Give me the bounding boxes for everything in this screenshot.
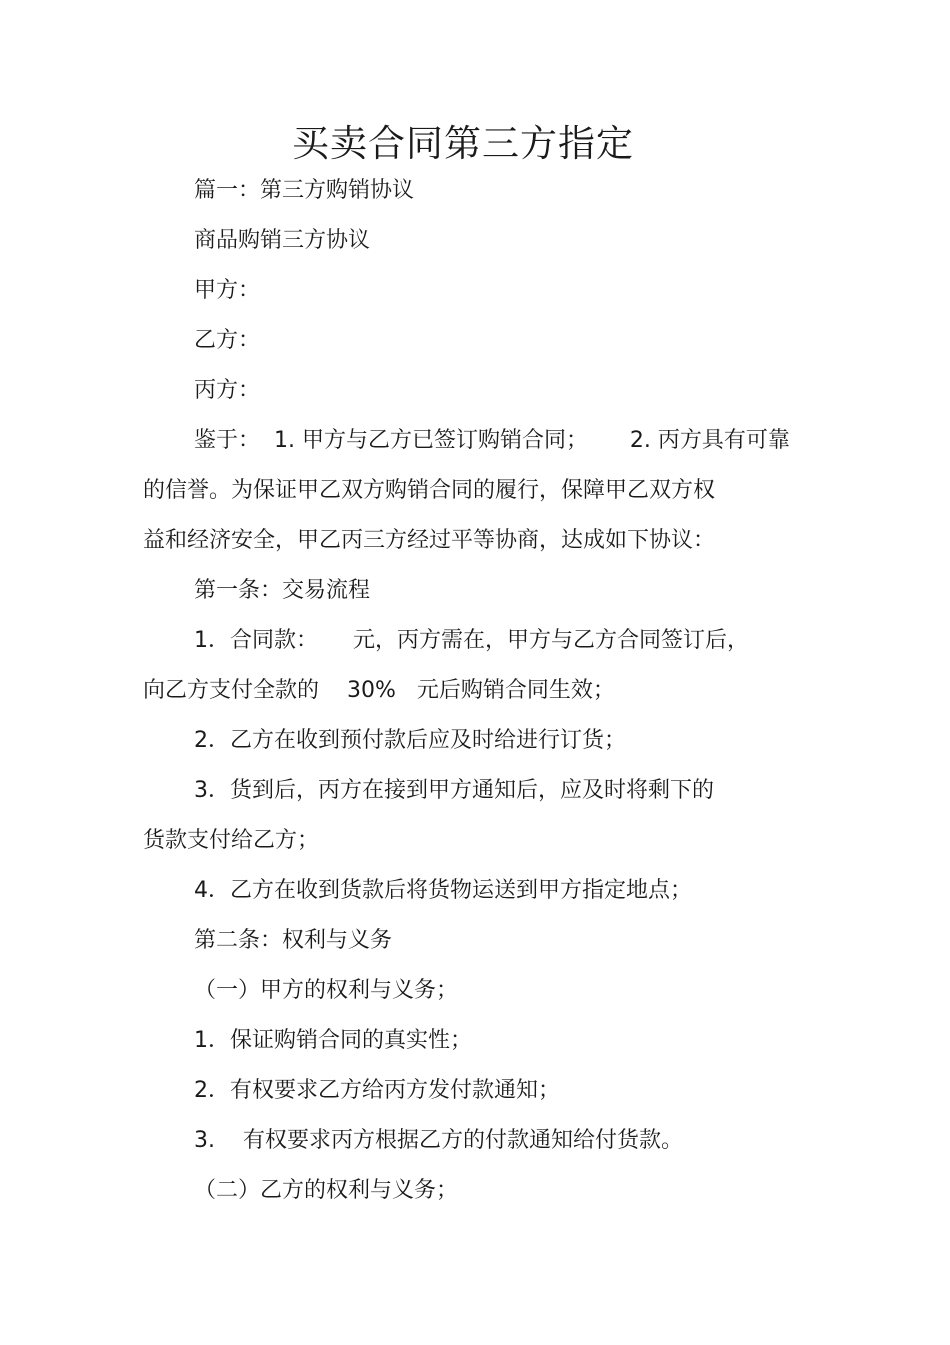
party-b-label: 乙方：: [194, 328, 261, 353]
article-one-item-1b: 向乙方支付全款的 30% 元后购销合同生效；: [143, 678, 615, 703]
article-one-item-4: 4．乙方在收到货款后将货物运送到甲方指定地点；: [194, 878, 692, 903]
party-a-item-2: 2．有权要求乙方给丙方发付款通知；: [194, 1078, 560, 1103]
party-a-item-1: 1．保证购销合同的真实性；: [194, 1028, 472, 1053]
recital-line-1: 鉴于： 1. 甲方与乙方已签订购销合同； 2. 丙方具有可靠: [194, 428, 790, 453]
article-one-heading: 第一条：交易流程: [194, 578, 371, 603]
party-a-item-3: 3. 有权要求丙方根据乙方的付款通知给付货款。: [194, 1128, 683, 1153]
recital-line-3: 益和经济安全，甲乙丙三方经过平等协商，达成如下协议：: [143, 528, 716, 553]
section-party-b-heading: （二）乙方的权利与义务；: [194, 1178, 459, 1203]
section-party-a-heading: （一）甲方的权利与义务；: [194, 978, 459, 1003]
article-one-item-3b: 货款支付给乙方；: [143, 828, 320, 853]
article-two-heading: 第二条：权利与义务: [194, 928, 393, 953]
party-c-label: 丙方：: [194, 378, 261, 403]
recital-line-2: 的信誉。为保证甲乙双方购销合同的履行，保障甲乙双方权: [143, 478, 716, 503]
article-one-item-2: 2．乙方在收到预付款后应及时给进行订货；: [194, 728, 626, 753]
agreement-subtitle: 商品购销三方协议: [194, 228, 371, 253]
document-title: 买卖合同第三方指定: [292, 122, 634, 165]
article-one-item-3a: 3．货到后，丙方在接到甲方通知后，应及时将剩下的: [194, 778, 714, 803]
party-a-label: 甲方：: [194, 278, 261, 303]
heading-part-one: 篇一：第三方购销协议: [194, 178, 415, 203]
article-one-item-1a: 1．合同款： 元，丙方需在，甲方与乙方合同签订后，: [194, 628, 749, 653]
